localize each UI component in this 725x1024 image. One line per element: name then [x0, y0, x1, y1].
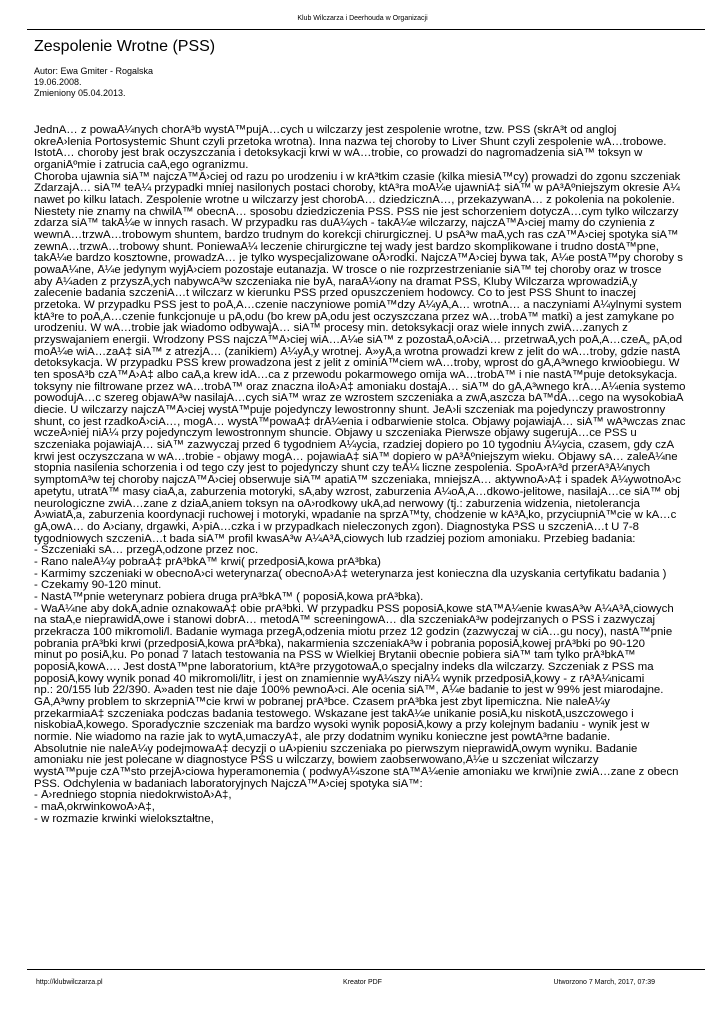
body-line: - Karmimy szczeniaki w obecnoÅ›ci weterynarza( obecnoÅ›Ä‡ weterynarza jest konieczna dla uzyskania certyfikatu badania ): [34, 568, 667, 580]
body-line: neurologiczne zwiÄ…zane z dziaÅ‚aniem toksyn na oÅ›rodkowy ukÅ‚ad nerwowy (tj.: zaburzenia widzenia, nietolerancja: [34, 498, 640, 510]
body-line: IstotÄ… choroby jest brak oczyszczania i detoksykacji krwi w wÄ…trobie, co prowadzi do nagromadzenia siÄ™ toksyn w: [34, 148, 643, 160]
body-line: symptomÃ³w tej choroby najczÄ™Å›ciej obserwuje siÄ™ apatiÄ™ szczeniaka, mniejszÄ… aktywnoÅ›Ä‡ i spadek Å¼ywotnoÅ›c: [34, 475, 681, 487]
body-line: Absolutnie nie naleÅ¼y podejmowaÄ‡ decyzji o uÅ›pieniu szczeniaka po pierwszym nieprawidÅ‚owym wyniku. Badanie: [34, 743, 638, 755]
body-line: organiÅºmie i zatrucia caÅ‚ego ogranizmu.: [34, 160, 249, 172]
body-line: - Szczeniaki sÄ… przegÅ‚odzone przez noc.: [34, 545, 259, 557]
body-line: tygodniowych szczeniÄ…t bada siÄ™ profil kwasÃ³w Å¼Ã³Å‚ciowych lub rzadziej poziom amoniaku. Przebieg badania:: [34, 533, 636, 545]
body-line: nawet po kilku latach. Zespolenie wrotne u wilczarzy jest chorobÄ… dziedzicznÄ…, przekazywanÄ… z pokolenia na pokolenie.: [34, 195, 675, 207]
header-divider: [27, 29, 705, 30]
body-line: normie. Nie wiadomo na razie jak to wytÅ‚umaczyÄ‡, ale przy dodatnim wyniku konieczne jest powtÃ³rne badanie.: [34, 731, 611, 743]
body-line: ZdarzajÄ… siÄ™ teÅ¼ przypadki mniej nasilonych postaci choroby, ktÃ³ra moÅ¼e ujawniÄ‡ siÄ™ w pÃ³Åºniejszym okresie Å¼: [34, 183, 680, 195]
body-line: gÅ‚owÄ… do Å›ciany, drgawki, Å›piÄ…czka i w przypadkach nieleczonych zgon). Diagnostyka PSS u szczeniÄ…t U 7-8: [34, 521, 640, 533]
body-line: diecie. U wilczarzy najczÄ™Å›ciej wystÄ™puje pojedynczy lewostronny shunt. JeÅ›li szczeniak ma pojedynczy prawostronny: [34, 405, 666, 417]
body-line: wystÄ™puje czÄ™sto przejÅ›ciowa hyperamonemia ( podwyÅ¼szone stÄ™Å¼enie amoniaku we krwi)nie zwiÄ…zane z obecn: [34, 766, 679, 778]
body-line: - Å›redniego stopnia niedokrwistoÅ›Ä‡,: [34, 790, 232, 802]
article-body: [34, 125, 725, 967]
body-line: Niestety nie znamy na chwilÄ™ obecnÄ… sposobu dziedziczenia PSS. PSS nie jest schorzeniem dotyczÄ…cym tylko wilczarzy: [34, 206, 679, 218]
body-line: takÅ¼e bardzo kosztowne, prowadzÄ… je tylko wyspecjalizowane oÅ›rodki. NajczÄ™Å›ciej bywa tak, Å¼e postÄ™py choroby s: [34, 253, 683, 265]
footer-created-date: Utworzono 7 March, 2017, 07:39: [553, 979, 655, 986]
body-line: zalecenie badania szczeniÄ…t wilczarz w kierunku PSS przed opuszczeniem hodowcy. Co to jest PSS Shunt to inaczej: [34, 288, 636, 300]
article-title: Zespolenie Wrotne (PSS): [34, 38, 216, 55]
body-line: ktÃ³re to poÅ‚Ä…czenie funkcjonuje u pÅ‚odu (bo krew pÅ‚odu jest oczyszczana przez wÄ…trobÄ™ matki) a jest zamykane po: [34, 311, 675, 323]
body-line: szczeniaka pojawiajÄ… siÄ™ zazwyczaj przed 6 tygodniem Å¼ycia, rzadziej dopiero po 10 tygodniu Å¼ycia, czasem, gdy czÄ: [34, 440, 675, 452]
body-line: PSS. Odchylenia w badaniach laboratoryjnych NajczÄ™Å›ciej spotyka siÄ™:: [34, 778, 423, 790]
body-line: wczeÅ›niej niÅ¼ przy pojedynczym lewostronnym shuncie. Objawy u szczeniaka Pierwsze objawy sugerujÄ…ce PSS u: [34, 428, 637, 440]
body-line: amoniaku nie jest polecane w diagnostyce PSS u wilczarzy, bowiem zaobserwowano,Å¼e u szczeniat wilczarzy: [34, 755, 599, 767]
site-header-title: Klub Wilczarza i Deerhouda w Organizacji: [297, 15, 428, 22]
body-line: np.: 20/155 lub 22/390. Å»aden test nie daje 100% pewnoÅ›ci. Ale ocenia siÄ™, Å¼e badanie to jest w 99% jest miarodajne.: [34, 685, 664, 697]
body-line: poposiÅ‚kowÄ…. Jest dostÄ™pne laboratorium, ktÃ³re przygotowaÅ‚o specjalny indeks dla wilczarzy. Szczeniak z PSS ma: [34, 661, 654, 673]
body-line: GÅ‚Ã³wny problem to skrzepniÄ™cie krwi w pobranej prÃ³bce. Czasem prÃ³bka jest zbyt lipemiczna. Nie naleÅ¼y: [34, 696, 611, 708]
body-line: - Rano naleÅ¼y pobraÄ‡ prÃ³bkÄ™ krwi( przedposiÅ‚kowa prÃ³bka): [34, 556, 381, 568]
body-line: moÅ¼e wiÄ…zaÄ‡ siÄ™ z atrezjÄ… (zanikiem) Å¼yÅ‚y wrotnej. Å»yÅ‚a wrotna prowadzi krew z jelit do wÄ…troby, gdzie nastÄ: [34, 346, 681, 358]
body-line: pobrania prÃ³bki krwi (przedposiÅ‚kowa prÃ³bka), nakarmienia szczeniakÃ³w i pobrania poposiÅ‚kowej prÃ³bki po 90-120: [34, 638, 645, 650]
body-line: minut po posiÅ‚ku. Po ponad 7 latach testowania na PSS w Wielkiej Brytanii obecnie pobiera siÄ™ tam tylko prÃ³bkÄ™: [34, 650, 636, 662]
body-line: - WaÅ¼ne aby dokÅ‚adnie oznakowaÄ‡ obie prÃ³bki. W przypadku PSS poposiÅ‚kowe stÄ™Å¼enie kwasÃ³w Å¼Ã³Å‚ciowych: [34, 603, 674, 615]
body-line: zdarza siÄ™ takÅ¼e w innych rasach. W przypadku ras duÅ¼ych - takÅ¼e wilczarzy, najczÄ™Å›ciej mamy do czynienia z: [34, 218, 655, 230]
body-line: apetytu, utratÄ™ masy ciaÅ‚a, zaburzenia motoryki, sÅ‚aby wzrost, zaburzenia Å¼oÅ‚Ä…dkowo-jelitowe, nasilajÄ…ce siÄ™ obj: [34, 486, 680, 498]
article-date: 19.06.2008.: [34, 77, 82, 87]
body-line: stopnia nasilenia schorzenia i od tego czy jest to pojedynczy shunt czy teÅ¼ liczne zespolenia. SpoÅ›rÃ³d przerÃ³Å¼nych: [34, 463, 651, 475]
body-line: na staÅ‚e nieprawidÅ‚owe i stanowi dobrÄ… metodÄ™ screeningowÄ… dla szczeniakÃ³w podejrzanych o PSS i zazwyczaj: [34, 615, 656, 627]
body-line: powaÅ¼ne, Å¼e jedynym wyjÅ›ciem pozostaje eutanazja. W trosce o nie rozprzestrzenianie siÄ™ tej choroby oraz w trosce: [34, 265, 662, 277]
body-line: toksyny nie filtrowane przez wÄ…trobÄ™ oraz znaczna iloÅ›Ä‡ amoniaku dostajÄ… siÄ™ do gÅ‚Ã³wnego krÄ…Å¼enia systemo: [34, 381, 686, 393]
body-line: Choroba ujawnia siÄ™ najczÄ™Å›ciej od razu po urodzeniu i w krÃ³tkim czasie (kilka miesiÄ™cy) prowadzi do zgonu szczeniak: [34, 171, 681, 183]
body-line: ten sposÃ³b czÄ™Å›Ä‡ albo caÅ‚a krew idÄ…ca z przewodu pokarmowego omija wÄ…trobÄ™ i nie nastÄ™puje detoksykacja.: [34, 370, 678, 382]
article-meta: [34, 66, 153, 99]
body-line: aby Å¼aden z przyszÅ‚ych nabywcÃ³w szczeniaka nie byÅ‚ naraÅ¼ony na dramat PSS, Kluby Wilczarza wprowadziÅ‚y: [34, 276, 638, 288]
body-line: Å›wiatÅ‚a, zaburzenia koordynacji ruchowej i motoryki, wpadanie na sprzÄ™ty, chodzenie w kÃ³Å‚ko, przyciupniÄ™cie w kÄ…c: [34, 510, 677, 522]
body-line: - maÅ‚okrwinkowoÅ›Ä‡,: [34, 801, 155, 813]
body-line: powodujÄ…c szereg objawÃ³w nasilajÄ…cych siÄ™ wraz ze wzrostem szczeniaka a zwÅ‚aszcza bÄ™dÄ…cego na wysokobiaÅ: [34, 393, 684, 405]
footer-generator: Kreator PDF: [343, 979, 382, 986]
article-modified-date: Zmieniony 05.04.2013.: [34, 88, 126, 98]
body-line: poposiÅ‚kowy wynik ponad 40 mikromoli/litr, i jest on znamiennie wyÅ¼szy niÅ¼ wynik przedposiÅ‚kowy - z rÃ³Å¼nicami: [34, 673, 645, 685]
body-line: shunt, co jest rzadkoÅ›ciÄ…, mogÄ… wystÄ™powaÄ‡ drÅ¼enia i odbarwienie stolca. Objawy pojawiajÄ… siÄ™ wÃ³wczas znac: [34, 416, 686, 428]
body-line: okreÅ›lenia Portosystemic Shunt czyli przetoka wrotna). Inna nazwa tej choroby to Liver Shunt czyli zespolenie wÄ…trobowe.: [34, 136, 667, 148]
body-line: urodzeniu. W wÄ…trobie jak wiadomo odbywajÄ… siÄ™ procesy min. detoksykacji oraz wiele innych zwiÄ…zanych z: [34, 323, 628, 335]
body-line: przetoka. W przypadku PSS jest to poÅ‚Ä…czenie naczyniowe pomiÄ™dzy Å¼yÅ‚Ä… wrotnÄ… a naczyniami Å¼ylnymi system: [34, 300, 682, 312]
body-line: niskobiaÅ‚kowego. Sporadycznie szczeniak ma bardzo wysoki wynik poposiÅ‚kowy a przy kolejnym badaniu - wynik jest w: [34, 720, 650, 732]
body-line: JednÄ… z powaÅ¼nych chorÃ³b wystÄ™pujÄ…cych u wilczarzy jest zespolenie wrotne, tzw. PSS (skrÃ³t od angloj: [34, 125, 617, 136]
footer-url-link[interactable]: http://klubwilczarza.pl: [36, 979, 103, 986]
body-line: przekracza 100 mikromoli/l. Badanie wymaga przegÅ‚odzenia miotu przez 12 godzin (zazwyczaj w ciÄ…gu nocy), nastÄ™pnie: [34, 626, 673, 638]
body-line: - NastÄ™pnie weterynarz pobiera druga prÃ³bkÄ™ ( poposiÅ‚kowa prÃ³bka).: [34, 591, 424, 603]
body-line: krwi jest oczyszczana w wÄ…trobie - objawy mogÄ… pojawiaÄ‡ siÄ™ dopiero w pÃ³Åºniejszym wieku. Objawy sÄ… zaleÅ¼ne: [34, 451, 678, 463]
footer-divider: [27, 969, 705, 970]
body-line: wewnÄ…trzwÄ…trobowym shuntem, bardzo trudnym do korekcji chirurgicznej. U psÃ³w maÅ‚ych ras czÄ™Å›ciej spotyka siÄ™: [34, 230, 679, 242]
body-line: zewnÄ…trzwÄ…trobowy shunt. PoniewaÅ¼ leczenie chirurgiczne tej wady jest bardzo skomplikowane i trudno dostÄ™pne,: [34, 241, 659, 253]
body-line: detoksykacja. W przypadku PSS krew prowadzona jest z jelit z ominiÄ™ciem wÄ…troby, wprost do gÅ‚Ã³wnego krwioobiegu. W: [34, 358, 680, 370]
body-line: - Czekamy 90-120 minut.: [34, 580, 162, 592]
article-author: Autor: Ewa Gmiter - Rogalska: [34, 66, 154, 76]
body-line: - w rozmazie krwinki wielokształtne,: [34, 813, 214, 825]
body-line: przekarmiaÄ‡ szczeniaka podczas badania testowego. Wskazane jest takÅ¼e unikanie posiÅ‚ku niskotÅ‚uszczowego i: [34, 708, 634, 720]
body-line: przyswajaniem energii. Wrodzony PSS najczÄ™Å›ciej wiÄ…Å¼e siÄ™ z pozostaÅ‚oÅ›ciÄ… przetrwaÅ‚ych poÅ‚Ä…czeÅ„ pÅ‚od: [34, 335, 683, 347]
